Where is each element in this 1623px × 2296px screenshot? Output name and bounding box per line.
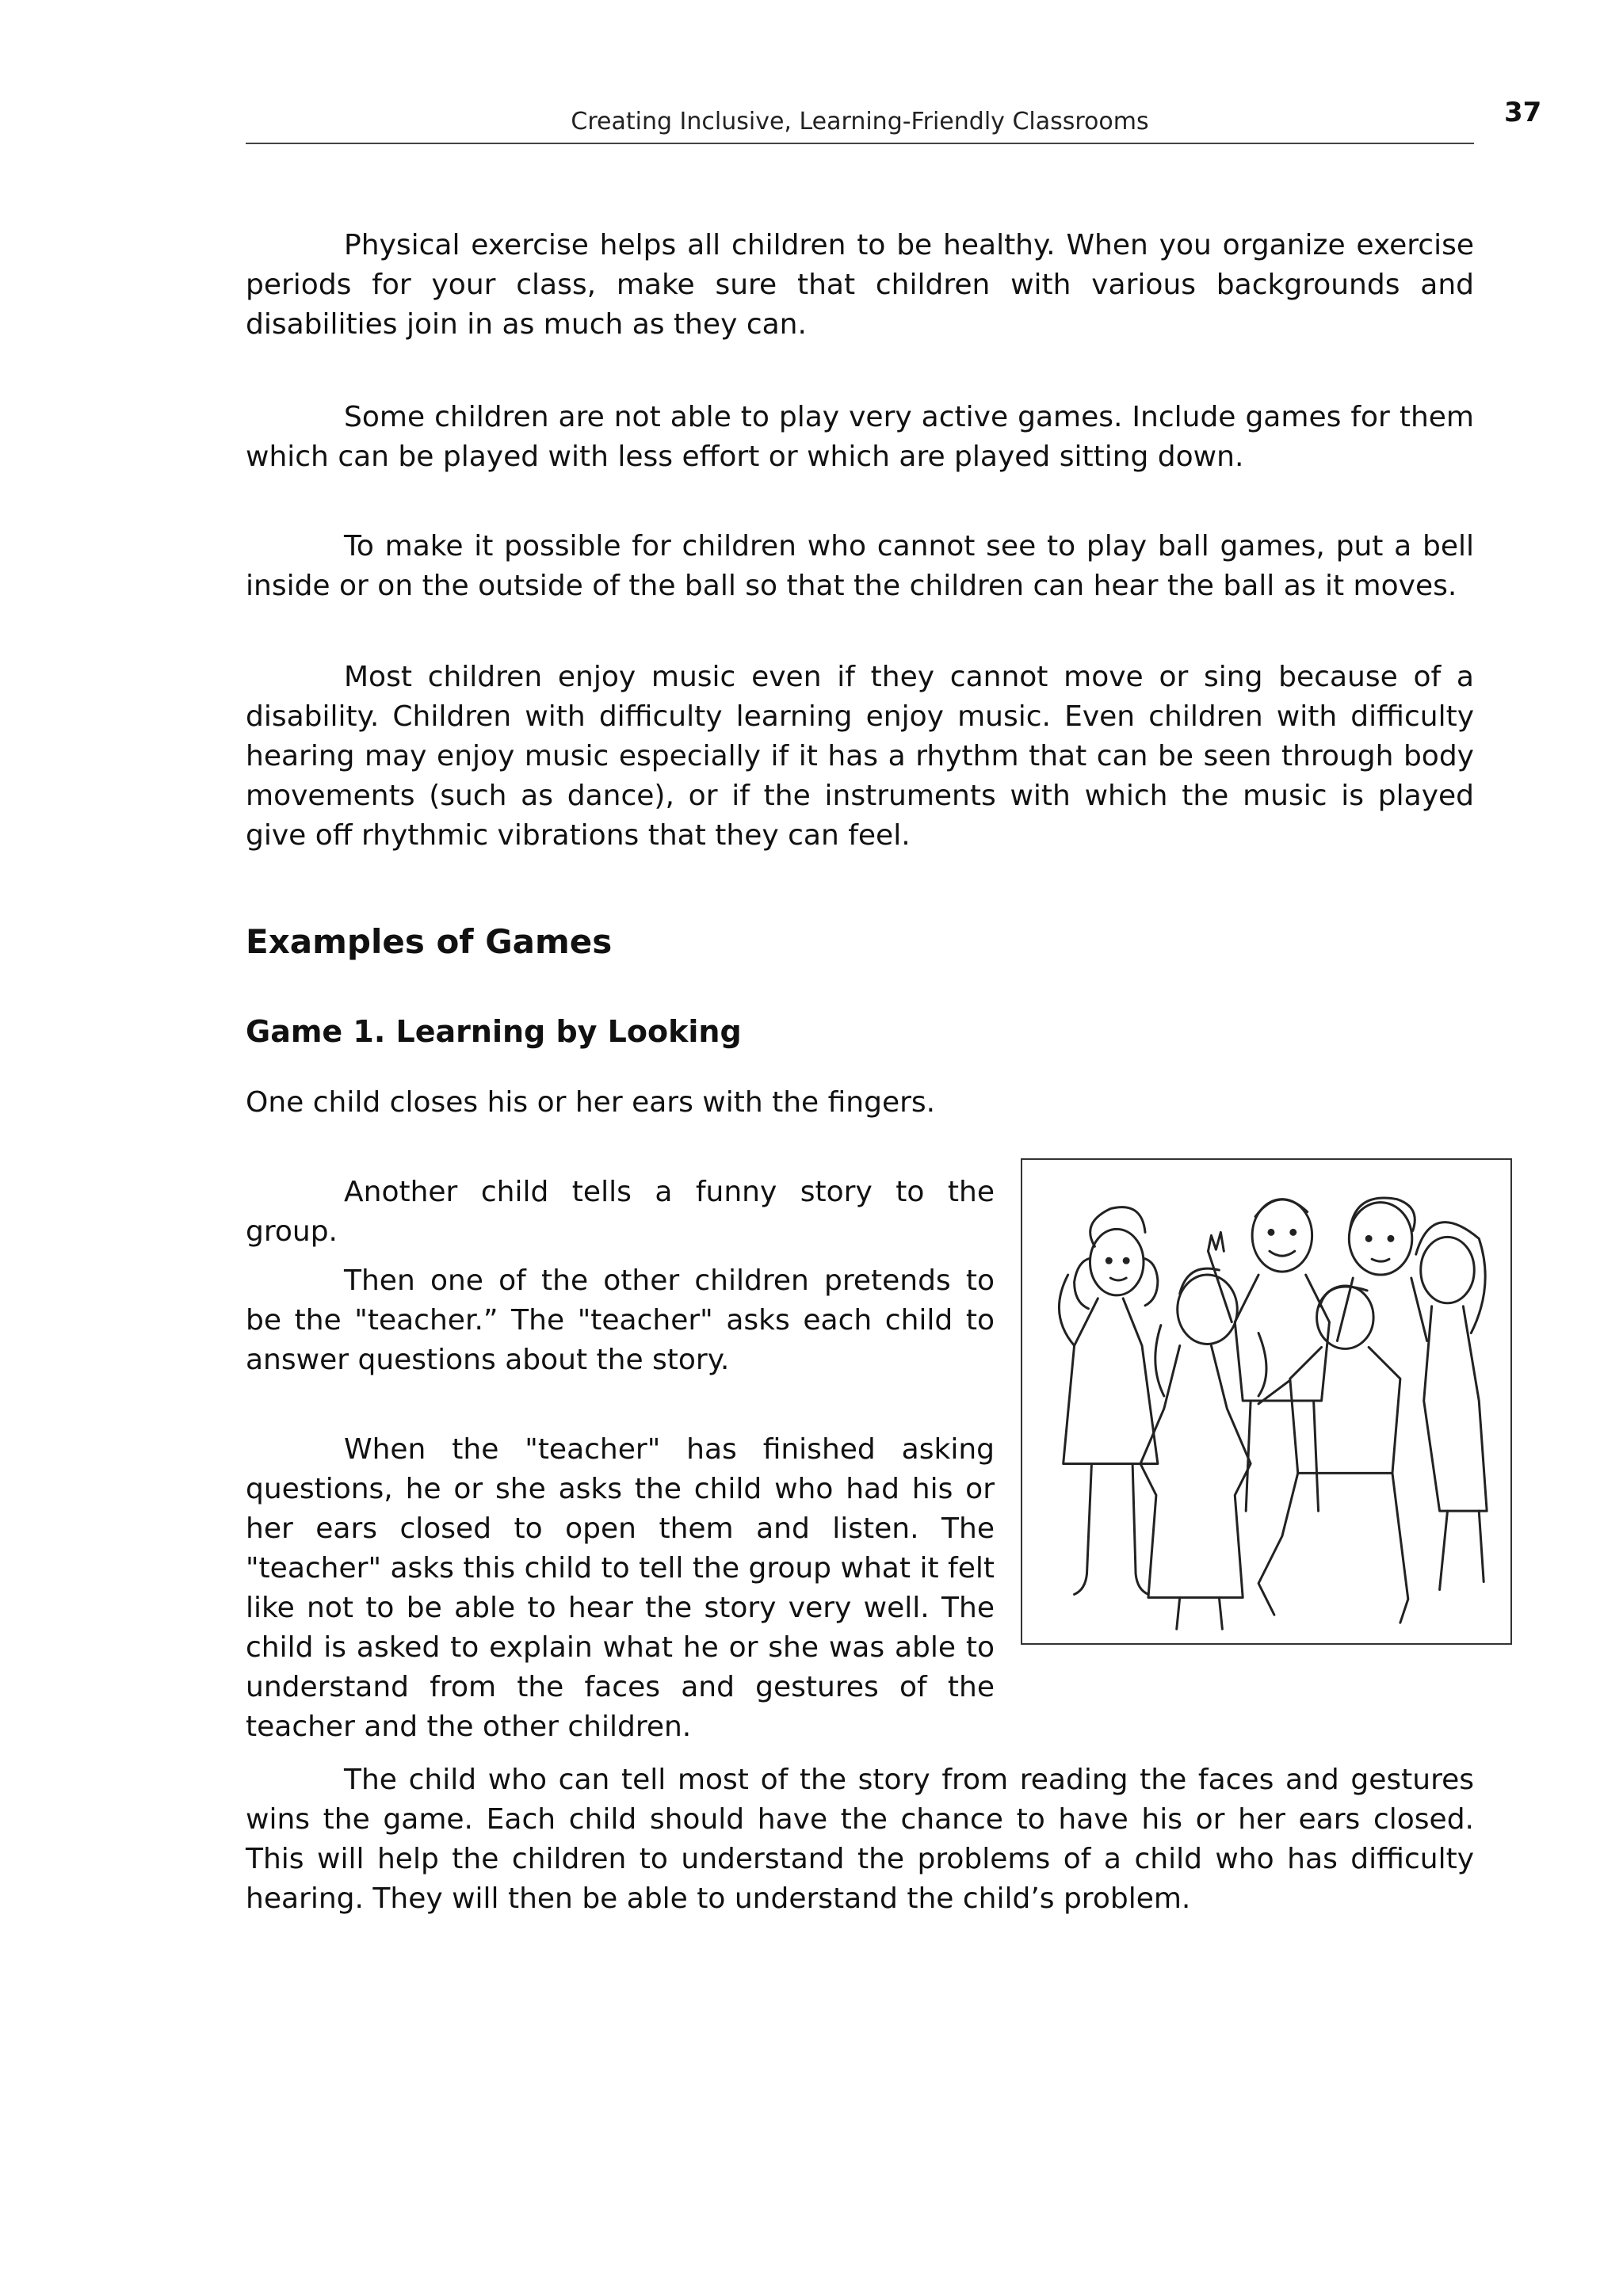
- child-facing-group-figure: [1337, 1198, 1426, 1341]
- game-1-winning-rule: The child who can tell most of the story from reading the faces and gestures wins the game. Each child should have the chance to have his or her ears closed. This will help the children to understand the problems of a child who has difficulty hearing. They will then be able to understand the child’s problem.: [246, 1764, 1474, 1915]
- child-back-view-right-figure: [1258, 1286, 1408, 1623]
- smiling-child-figure: [1208, 1199, 1329, 1511]
- running-header-title: Creating Inclusive, Learning-Friendly Classrooms: [571, 108, 1149, 135]
- paragraph-physical-exercise: Physical exercise helps all children to be healthy. When you organize exercise periods for your class, make sure that children with various backgrounds and disabilities join in as much as they can.: [246, 229, 1474, 341]
- child-covering-ears-figure: [1059, 1207, 1157, 1595]
- section-heading: Examples of Games: [246, 922, 613, 961]
- children-group-illustration: [1021, 1158, 1512, 1645]
- game-1-step-close-ears: One child closes his or her ears with the fingers.: [246, 1086, 936, 1119]
- game-1-step-teacher: Then one of the other children pretends to be the "teacher.” The "teacher" asks each child to answer questions about the story.: [246, 1264, 995, 1376]
- paragraph-music: Most children enjoy music even if they cannot move or sing because of a disability. Children with difficulty learning enjoy music. Even children with difficulty hearing may enjoy music especially if it has a rhythm that can be seen through body movements (such as dance), or if the instruments with which the music is played give off rhythmic vibrations that they can feel.: [246, 661, 1474, 852]
- paragraph-ball-games: To make it possible for children who cannot see to play ball games, put a bell inside or on the outside of the ball so that the children can hear the ball as it moves.: [246, 530, 1474, 602]
- long-haired-child-figure: [1416, 1222, 1487, 1590]
- game-1-heading: Game 1. Learning by Looking: [246, 1014, 742, 1049]
- header-rule: [246, 143, 1474, 144]
- page-number: 37: [1504, 97, 1542, 128]
- paragraph-less-active-games: Some children are not able to play very active games. Include games for them which can be played with less effort or which are played sitting down.: [246, 401, 1474, 473]
- game-1-step-funny-story: Another child tells a funny story to the group.: [246, 1176, 995, 1248]
- game-1-step-questions: When the "teacher" has finished asking questions, he or she asks the child who had his or her ears closed to open them and listen. The "teacher" asks this child to tell the group what it felt like not to be able to hear the story very well. The child is asked to explain what he or she was able to understand from the faces and gestures of the teacher and the other children.: [246, 1433, 995, 1743]
